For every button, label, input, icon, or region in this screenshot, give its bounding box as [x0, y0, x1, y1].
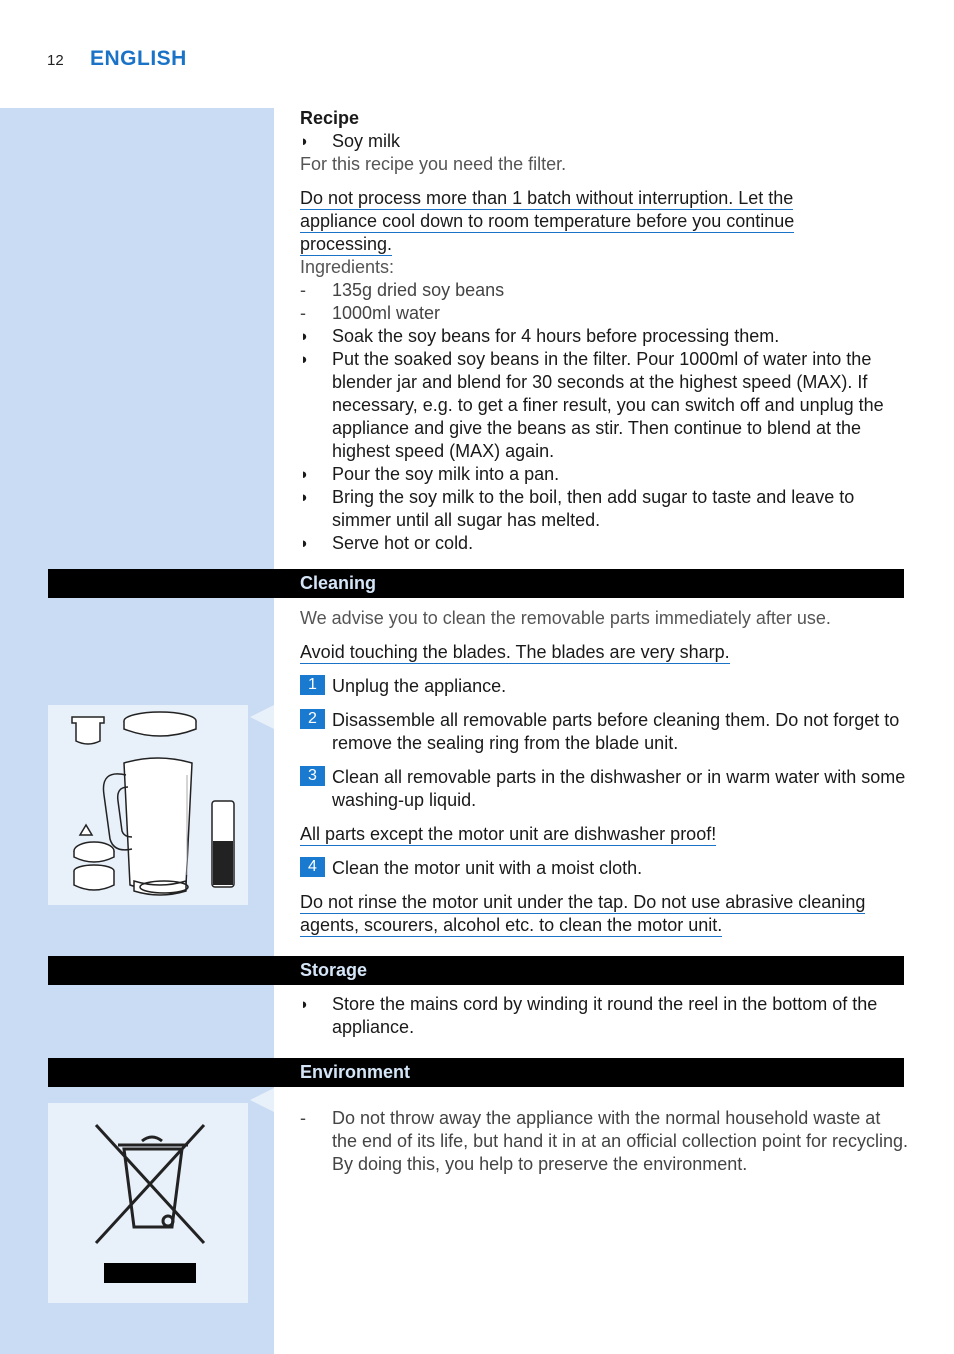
illustration-pointer [250, 705, 274, 729]
cleaning-step: 2 Disassemble all removable parts before cleaning them. Do not forget to remove the sealing ring from the blade unit. [300, 709, 910, 755]
cleaning-step: 3 Clean all removable parts in the dishwasher or in warm water with some washing-up liquid. [300, 766, 910, 812]
environment-section [300, 1107, 910, 1176]
dishwasher-note: All parts except the motor unit are dishwasher proof! [300, 824, 717, 844]
storage-heading: Storage [300, 960, 368, 980]
recipe-bullet: ◗ Soy milk [300, 131, 401, 151]
page-number: 12 [47, 52, 64, 69]
triangle-bullet-icon: ◗ [300, 996, 310, 1013]
storage-section [300, 993, 910, 1039]
triangle-bullet-icon: ◗ [300, 328, 310, 345]
storage-heading-band [48, 956, 904, 985]
cleaning-step: 1 Unplug the appliance. [300, 675, 910, 698]
recipe-step: ◗ Pour the soy milk into a pan. [300, 464, 560, 484]
cleaning-section [300, 607, 910, 937]
blade-warning: Avoid touching the blades. The blades are very sharp. [300, 642, 730, 662]
triangle-bullet-icon: ◗ [300, 133, 310, 150]
blender-parts-illustration [48, 705, 248, 905]
ingredients-label: Ingredients: [300, 257, 395, 277]
recipe-step: ◗ Soak the soy beans for 4 hours before processing them. [300, 326, 780, 346]
crossed-bin-illustration [48, 1103, 248, 1303]
storage-item: ◗ Store the mains cord by winding it round the reel in the bottom of the appliance. [300, 994, 878, 1037]
cleaning-step: 4 Clean the motor unit with a moist cloth. [300, 857, 910, 880]
triangle-bullet-icon: ◗ [300, 489, 310, 506]
triangle-bullet-icon: ◗ [300, 466, 310, 483]
environment-heading-band [48, 1058, 904, 1087]
cleaning-heading-band [48, 569, 904, 598]
ingredient-item: - 135g dried soy beans [300, 280, 505, 300]
environment-item: - Do not throw away the appliance with the normal household waste at the end of its life, but hand it in at an official collection point for recycling. By doing this, you help to preserve the environment. [300, 1108, 908, 1174]
blender-parts-icon [48, 705, 248, 905]
recipe-step: ◗ Bring the soy milk to the boil, then add sugar to taste and leave to simmer until all sugar has melted. [300, 487, 855, 530]
cleaning-heading: Cleaning [300, 573, 377, 593]
recipe-step: ◗ Serve hot or cold. [300, 533, 474, 553]
recipe-step: ◗ Put the soaked soy beans in the filter. Pour 1000ml of water into the blender jar and blend for 30 seconds at the highest speed (MAX). If necessary, e.g. to get a finer result, you can switch off and unplug the appliance and give the beans as stir. Then continue to blend at the highest speed (MAX) again. [300, 349, 884, 461]
bin-pointer [250, 1088, 274, 1112]
filter-note: For this recipe you need the filter. [300, 154, 567, 174]
ingredient-item: - 1000ml water [300, 303, 441, 323]
recipe-title: Recipe [300, 108, 360, 128]
triangle-bullet-icon: ◗ [300, 535, 310, 552]
recipe-section [300, 107, 910, 555]
recipe-warning: Do not process more than 1 batch without interruption. Let the appliance cool down to room temperature before you continue processing. [300, 188, 795, 254]
triangle-bullet-icon: ◗ [300, 351, 310, 368]
environment-heading: Environment [300, 1062, 411, 1082]
language-heading: ENGLISH [90, 47, 187, 70]
cleaning-intro: We advise you to clean the removable parts immediately after use. [300, 608, 831, 628]
motor-warning: Do not rinse the motor unit under the tap. Do not use abrasive cleaning agents, scourers, alcohol etc. to clean the motor unit. [300, 892, 866, 935]
crossed-bin-icon [48, 1103, 248, 1303]
